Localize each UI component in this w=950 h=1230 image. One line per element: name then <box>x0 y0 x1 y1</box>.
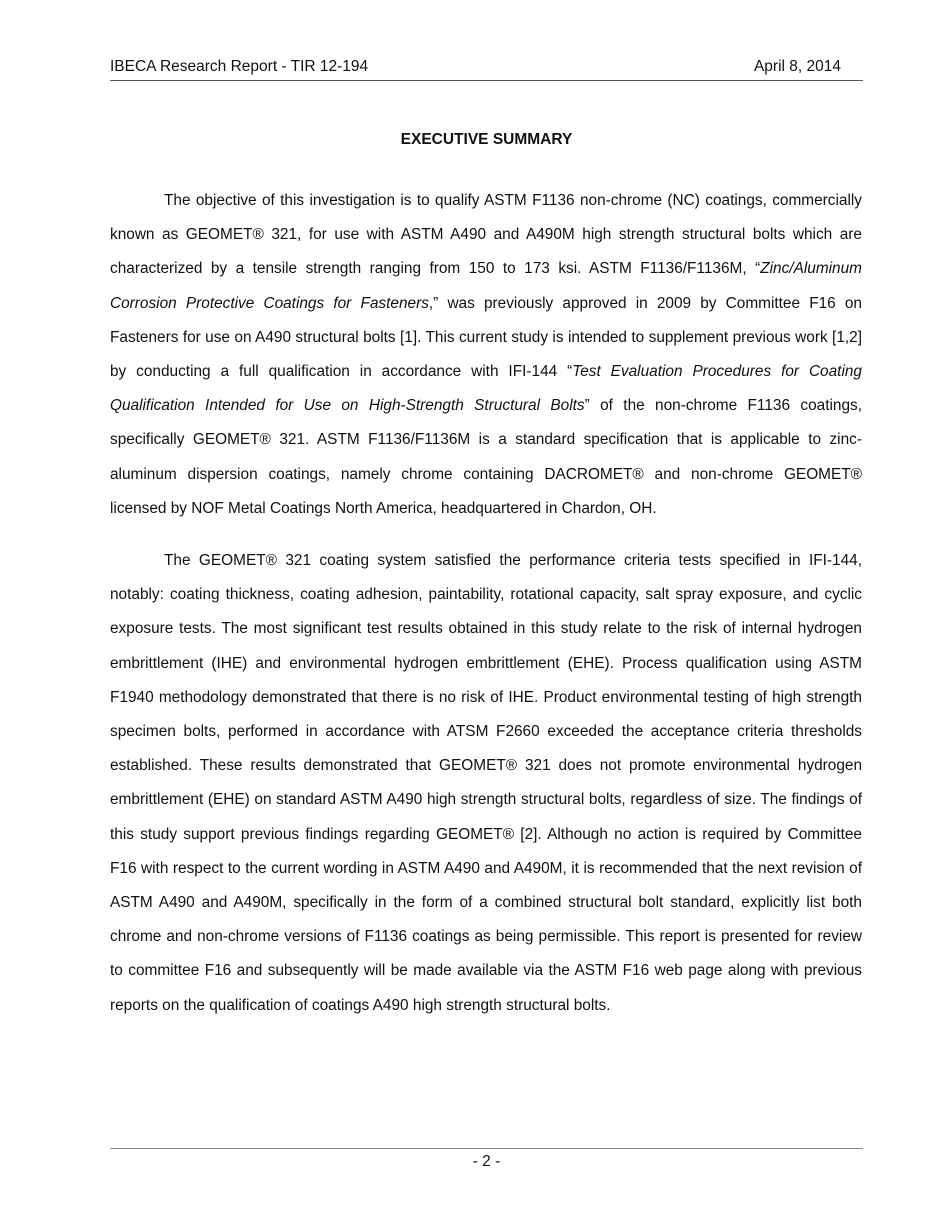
paragraph-results: The GEOMET® 321 coating system satisfied the performance criteria tests specified in IFI-144, notably: coating thickness, coating adhesion, paintability, rotational capacity, salt spray exposure, and cyclic exposure tests. The most significant test results obtained in this study relate to the risk of internal hydrogen embrittlement (IHE) and environmental hydrogen embrittlement (EHE). Process qualification using ASTM F1940 methodology demonstrated that there is no risk of IHE. Product environmental testing of high strength specimen bolts, performed in accordance with ATSM F2660 exceeded the acceptance criteria thresholds established. These results demonstrated that GEOMET® 321 does not promote environmental hydrogen embrittlement (EHE) on standard ASTM A490 high strength structural bolts, regardless of size. The findings of this study support previous findings regarding GEOMET® [2]. Although no action is required by Committee F16 with respect to the current wording in ASTM A490 and A490M, it is recommended that the next revision of ASTM A490 and A490M, specifically in the form of a combined structural bolt standard, explicitly list both chrome and non-chrome versions of F1136 coatings as being permissible. This report is presented for review to committee F16 and subsequently will be made available via the ASTM F16 web page along with previous reports on the qualification of coatings A490 high strength structural bolts. <box>110 552 862 1014</box>
paragraph-objective-italic-2: Test Evaluation Procedures for Coating Qualification Intended for Use on High-Strength Structural Bolts <box>110 363 862 415</box>
paragraph-objective-italic-1: Zinc/Aluminum Corrosion Protective Coatings for Fasteners <box>110 260 862 312</box>
paragraph-objective-text-2: ,” was previously approved in 2009 by Committee F16 on Fasteners for use on A490 structural bolts [1]. This current study is intended to supplement previous work [1,2] by conducting a full qualification in accordance with IFI-144 “ <box>110 294 862 381</box>
footer-divider <box>110 1148 863 1149</box>
paragraph-objective <box>110 184 862 526</box>
header-report-title: IBECA Research Report - TIR 12-194 <box>110 58 369 75</box>
paragraph-objective-text-3: ” of the non-chrome F1136 coatings, specifically GEOMET® 321. ASTM F1136/F1136M is a standard specification that is applicable to zinc-aluminum dispersion coatings, namely chrome containing DACROMET® and non-chrome GEOMET® licensed by NOF Metal Coatings North America, headquartered in Chardon, OH. <box>110 397 862 517</box>
paragraph-objective-text-1: The objective of this investigation is to qualify ASTM F1136 non-chrome (NC) coatings, commercially known as GEOMET® 321, for use with ASTM A490 and A490M high strength structural bolts which are characterized by a tensile strength ranging from 150 to 173 ksi. ASTM F1136/F1136M, “ <box>110 192 862 278</box>
page-number: - 2 - <box>472 1153 501 1170</box>
document-body <box>110 184 862 1041</box>
page-header <box>110 58 863 81</box>
header-date: April 8, 2014 <box>753 58 841 75</box>
section-title: EXECUTIVE SUMMARY <box>400 131 573 148</box>
